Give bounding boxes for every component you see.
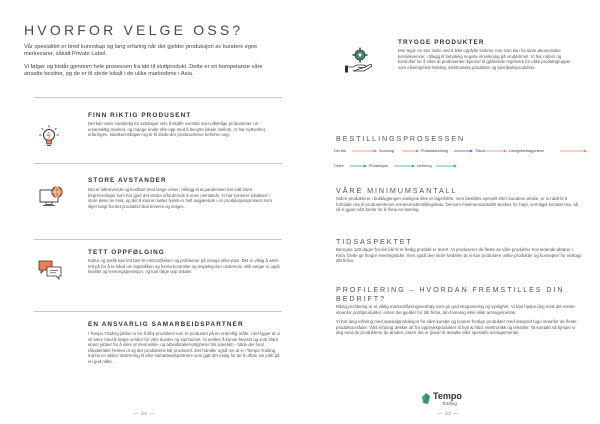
computer-globe-icon <box>37 184 65 210</box>
section-title: PROFILERING – HVORDAN FREMSTILLES DIN BEDRIFT? <box>336 285 565 303</box>
divider <box>34 239 282 240</box>
process-step: Din idé <box>334 149 346 153</box>
divider <box>34 311 282 312</box>
section-body <box>88 187 280 209</box>
page-title: HVORFOR VELGE OSS? <box>24 22 244 38</box>
chat-bubbles-icon <box>36 257 64 283</box>
section-text: Det kan være vanskelig for selskaper selv å skaffe oversikt over pålitelige produsenter i et uoversiktlig marked, og mange ender ofte opp med å benytte lokale mellom. Vi har nettverket, erfaringen, lokalkunnskapen og er til stede der produsentene befinner seg. <box>88 121 267 138</box>
divider <box>34 163 282 164</box>
intro-text <box>24 44 282 83</box>
section-text: Det er tidkrevende og kostbart med lange reiser, i tillegg til at pandemien har satt store begrensninger som har gjort det ekstra utfordrende å reise utenlands. Vi har kontorer lokalisert i store deler av Asia, og det å kunne møtes fysisk er helt avgjørende i en produksjonsprosess som skjer langt fra det produktet skal leveres og selges. <box>88 187 272 209</box>
process-step: Ordre <box>334 164 344 168</box>
section-body <box>88 121 280 138</box>
process-flow <box>334 144 588 174</box>
section-title: TETT OPPFØLGING <box>88 249 165 256</box>
section-text: Vi har lang erfaring med spesialproduksjon for våre kunder og leverer ferdige produkter med integrert logo innenfor de fleste produktområder. Vårt erfaring dekker alt fra opptrykkprodukter til hytt & fritid, elektronikk og tekstiler. Ta kontakt så hjelper vi deg med de produktene du ønsker, enten det er gaver til ansatte eller spesielle arrangementer. <box>336 319 577 336</box>
section-title: BESTILLINGSPROSESSEN <box>336 134 466 143</box>
logo-name: Tempo <box>433 391 462 401</box>
section-body <box>336 304 582 340</box>
process-step: Sourcing <box>379 149 394 153</box>
section-body <box>88 258 280 275</box>
intro-paragraph: Vår spesialitet er bred kunnskap og lang erfaring når det gjelder produksjon av kunders egne merkevarer, såkalt Private Label. <box>24 44 258 58</box>
intro-paragraph: Vi følger og bistår gjennom hele prosessen fra idé til sluttprodukt. Dette er en kompetanse våre ansatte besitter, og de er til stede lokalt i de ulike markedene i Asia. <box>24 63 263 77</box>
section-title: STORE AVSTANDER <box>88 177 167 184</box>
section-title: TRYGGE PRODUKTER <box>398 39 485 46</box>
process-step: Levering <box>417 164 432 168</box>
section-text: Beregne 120 dager fra din idé til et ferdig produkt er levert. Vi produserer de fleste av våre produkter hos ledende aktører i Kina. Dette gir lengre leveringstider, men også den store fordelen at vi kan produsere unike produkter og konsepter for nettopp ditt firma. <box>336 247 582 264</box>
page-number: — 42 — <box>134 411 155 416</box>
section-title: TIDSASPEKTET <box>336 237 413 246</box>
section-text: Siden produktene i butikkgjengen vanligvis ikke er lagerførte, men bestilles spesielt etter kundens ønske, er vi nødt til å forholde oss til produsentenes minimumsbestillingskrav. Dersom minimumsantallet ønskes for høyt, vennligst kontakt oss, så vil vi gjøre vårt beste for å finne en løsning. <box>336 196 578 213</box>
process-step: Designforslag/prøver <box>509 149 545 153</box>
section-title: EN ANSVARLIG SAMARBEIDSPARTNER <box>88 321 244 328</box>
section-body <box>336 196 582 217</box>
process-arrows <box>334 144 588 174</box>
section-body <box>88 331 280 365</box>
gear-hand-icon <box>344 44 374 74</box>
page-number: — 43 — <box>438 411 459 416</box>
process-step: Produktutvikling <box>421 149 448 153</box>
section-body <box>336 247 582 268</box>
process-step: Tilbud <box>475 149 486 153</box>
lightbulb-icon <box>36 124 62 150</box>
process-step: Produksjon <box>369 164 388 168</box>
section-text: I Tempo Trading jobber vi for å tilby produkter som er produsert på en ordentlig måte. I det ligger at vi vil være med å skape verdier for våre kunder og samfunnet. Vi ønsker å kunne bevisst og som blant annet jobber for å sikre at menneske- og arbeidstakerrettigheter blir ivaretatt – både der hvor råmaterialer hentes ut og der produktene blir produsert. Det handler også om at vi i Tempo Trading må ha en sikker tilnærming til våre samarbeidspartnere som gjør det mulig for de å utføre sin jobb på en god måte. <box>88 331 280 364</box>
section-text: Mer tepp: en stor risiko ved å ikke oppfylle lovkrav, noe som kan ha store økonomiske konsekvenser, i tillegg til betydelig negativ innvirkning på omdømmet. Vi har rutiner og kontroller for å sikre at produsenten kjenner til gjeldende regelverk for ulike produktgrupper som eksempelvis leketøy, elektroniske produkter og kjemikalieprodukter. <box>398 48 571 70</box>
logo-mark-icon <box>420 392 432 406</box>
logo-sub: Trading <box>442 401 457 406</box>
tempo-logo <box>420 391 470 409</box>
section-text: Riktig profilering er et viktig markedsføringsverktøy som gir god eksponering og synlighet. Vi kan hjelpe deg med det meste innenfor profilprodukter, enten det gjelder for ditt firma, din forening eller ulike arrangementer. <box>336 304 575 315</box>
divider <box>34 97 282 98</box>
section-title: FINN RIKTIG PRODUSENT <box>88 112 192 119</box>
section-title: VÅRE MINIMUMSANTALL <box>336 186 458 195</box>
section-body <box>398 48 574 70</box>
section-text: Kultur og språk kan lett føre til misforståelser og problemer på mange ulike plan. Det er viktig å være tett på for å ta hånd om logistikken og foreta kontroller og inspeksjoner underveis. Slik sørger vi også kvalitet og leveringspresisjon, og kan følge opp avtaler. <box>88 258 280 275</box>
